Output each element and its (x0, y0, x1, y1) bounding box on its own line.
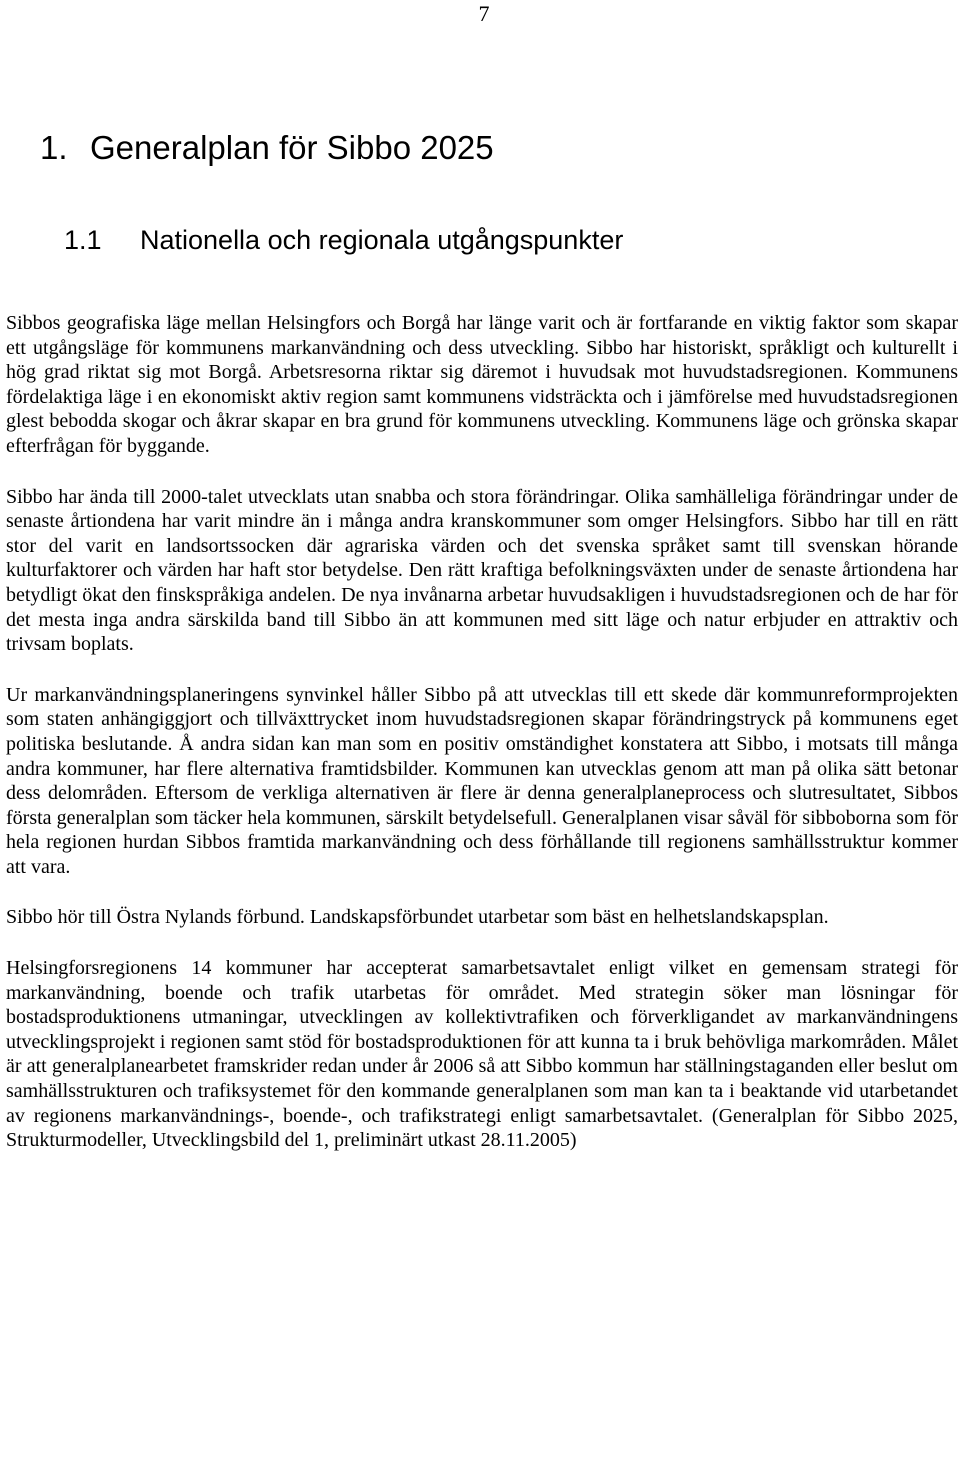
chapter-title: Generalplan för Sibbo 2025 (90, 129, 494, 166)
paragraph: Ur markanvändningsplaneringens synvinkel håller Sibbo på att utvecklas till ett skede där kommunreformprojekten som staten anhängiggjort och tillväxttrycket inom huvudstadsregionen skapar förändringstryck på kommunens eget politiska beslutande. Å andra sidan kan man som en positiv omständighet konstatera att Sibbo, i motsats till många andra kommuner, har flere alternativa framtidsbilder. Kommunen kan utvecklas genom att man på olika sätt betonar dess delområden. Eftersom de verkliga alternativen är flere är denna generalplaneprocess och slutresultatet, Sibbos första generalplan som täcker hela kommunen, särskilt betydelsefull. Generalplanen visar såväl för sibboborna som för hela regionen hurdan Sibbos framtida markanvändning och dess förhållande till regionens samhällsstruktur kommer att vara. (6, 683, 958, 878)
paragraph: Sibbo har ända till 2000-talet utvecklats utan snabba och stora förändringar. Olika samhälleliga förändringar under de senaste årtiondena har varit mindre än i många andra kranskommuner som omger Helsingfors. Sibbo har till en rätt stor del varit en landsortssocken där agrariska värden och det svenska språket samt till svenskan hörande kulturfaktorer och värden har haft stor betydelse. Den rätt kraftiga befolkningsväxten under de senaste årtiondena har betydligt ökat den finskspråkiga andelen. De nya invånarna arbetar huvudsakligen i huvudstadsregionen och de har för det mesta inga andra särskilda band till Sibbo än att kommunen med sitt läge och natur erbjuder en attraktiv och trivsam boplats. (6, 485, 958, 656)
paragraph: Sibbo hör till Östra Nylands förbund. Landskapsförbundet utarbetar som bäst en helhetslandskapsplan. (6, 906, 829, 929)
body-text (6, 311, 958, 1179)
chapter-heading (40, 128, 494, 168)
section-number: 1.1 (64, 225, 102, 255)
page-number: 7 (478, 1, 490, 26)
paragraph: Sibbos geografiska läge mellan Helsingfors och Borgå har länge varit och är fortfarande en viktig faktor som skapar ett utgångsläge för kommunens markanvändning och dess utveckling. Sibbo har historiskt, språkligt och kulturellt i hög grad riktat sig mot Borgå. Arbetsresorna riktar sig däremot i huvudsak mot huvudstadsregionen. Kommunens fördelaktiga läge i en ekonomiskt aktiv region samt kommunens vidsträckta och i jämförelse med huvudstadsregionen glest bebodda skogar och åkrar skapar en bra grund för kommunens utveckling. Kommunens läge och grönska skapar efterfrågan för byggande. (6, 312, 958, 457)
chapter-number: 1. (40, 129, 68, 166)
section-heading (64, 222, 623, 258)
section-title: Nationella och regionala utgångspunkter (140, 225, 624, 255)
paragraph: Helsingforsregionens 14 kommuner har accepterat samarbetsavtalet enligt vilket en gemensam strategi för markanvändning, boende och trafik utarbetas för området. Med strategin söker man lösningar för bostadsproduktionens utmaningar, utvecklingen av kollektivtrafiken och förverkligandet av markanvändningens utvecklingsprojekt i regionen samt stöd för bostadsproduktionen för att kunna ta i bruk behövliga markområden. Målet är att generalplanearbetet framskrider redan under år 2006 så att Sibbo kommun har ställningstaganden eller beslut om samhällsstrukturen och trafiksystemet för den kommande generalplanen som man kan ta i beaktande vid utarbetandet av regionens markanvändnings-, boende-, och trafikstrategi enligt samarbetsavtalet. (Generalplan för Sibbo 2025, Strukturmodeller, Utvecklingsbild del 1, preliminärt utkast 28.11.2005) (6, 957, 958, 1152)
